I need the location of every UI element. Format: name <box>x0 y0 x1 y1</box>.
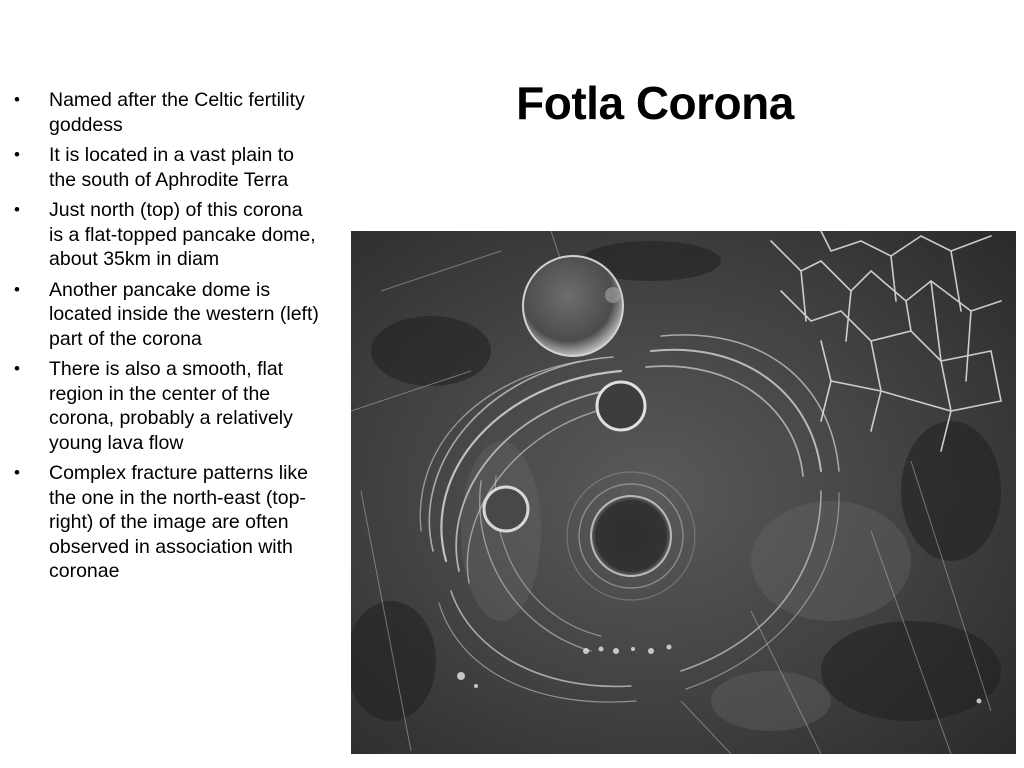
bullet-dot: • <box>14 359 20 378</box>
bullet-item <box>14 278 320 352</box>
bullet-text: It is located in a vast plain to the south of Aphrodite Terra <box>49 144 294 191</box>
bullet-dot: • <box>14 463 20 482</box>
bullet-item <box>14 143 320 192</box>
bullet-text: Complex fracture patterns like the one in the north-east (top-right) of the image are often observed in association with coronae <box>49 462 309 582</box>
bullet-dot: • <box>14 200 20 219</box>
bullet-item <box>14 461 320 584</box>
bullet-text: Just north (top) of this corona is a flat-topped pancake dome, about 35km in diam <box>49 199 316 270</box>
bullet-item <box>14 357 320 455</box>
bullet-list <box>14 88 320 590</box>
bullet-item <box>14 198 320 272</box>
bullet-dot: • <box>14 145 20 164</box>
slide-title: Fotla Corona <box>516 77 794 129</box>
bullet-dot: • <box>14 90 20 109</box>
bullet-text: There is also a smooth, flat region in the center of the corona, probably a relatively young lava flow <box>49 358 293 454</box>
bullet-text: Named after the Celtic fertility goddess <box>49 89 305 136</box>
bullet-item <box>14 88 320 137</box>
corona-radar-image <box>351 231 1016 754</box>
bullet-dot: • <box>14 279 20 299</box>
bullet-text: Another pancake dome is located inside the western (left) part of the corona <box>49 278 319 350</box>
